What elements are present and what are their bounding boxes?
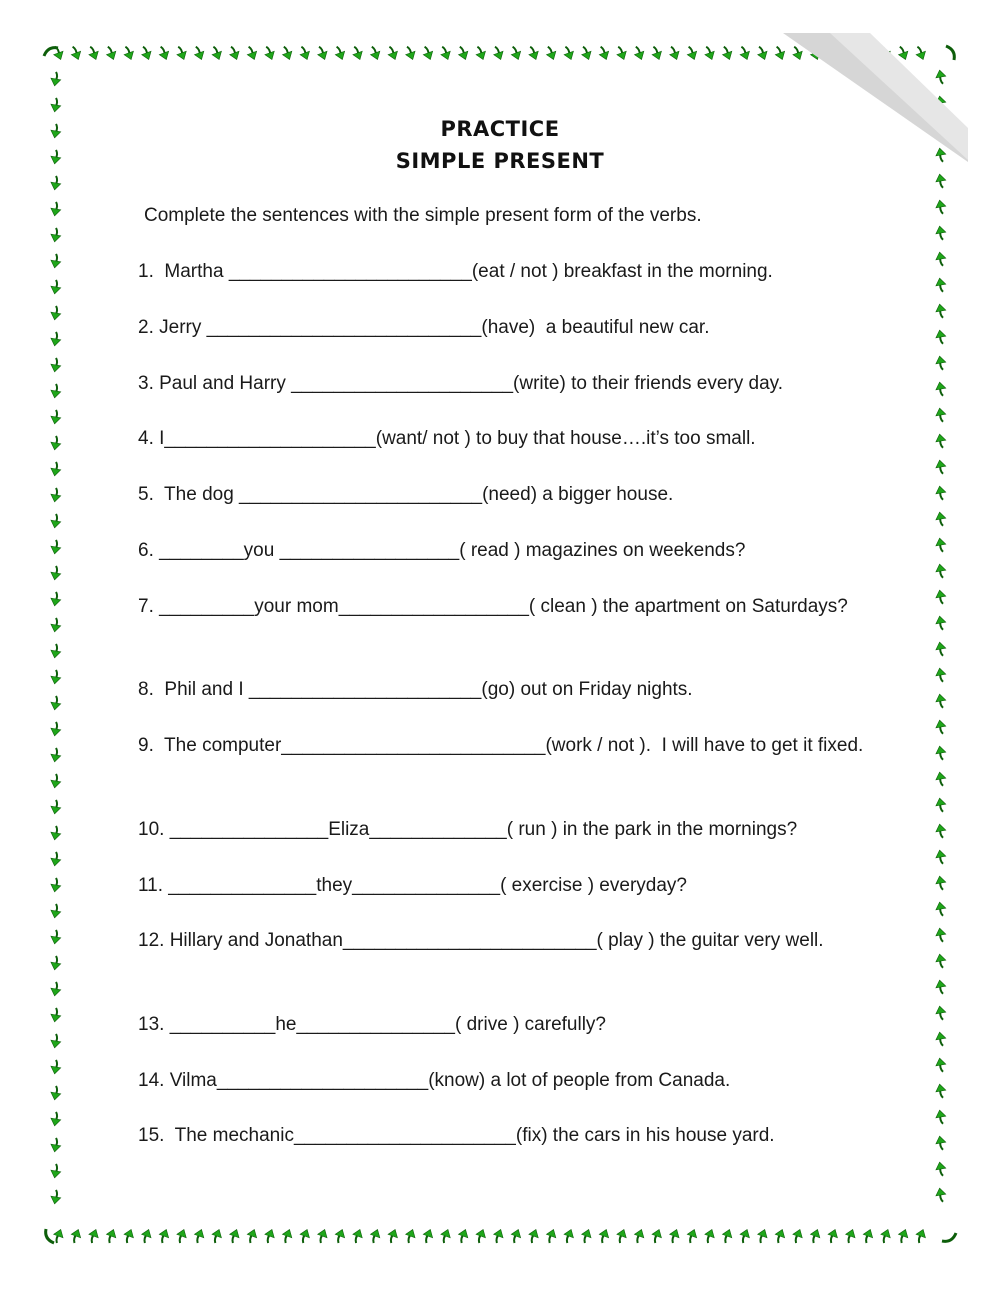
green-arrow-icon xyxy=(738,1228,752,1245)
green-arrow-icon xyxy=(491,1228,505,1245)
question-14: 14. Vilma____________________(know) a lot of people from Canada. xyxy=(138,1070,731,1091)
green-arrow-icon xyxy=(456,45,470,62)
green-arrow-icon xyxy=(632,1228,646,1245)
green-arrow-icon xyxy=(614,1228,628,1245)
green-arrow-icon xyxy=(935,849,947,865)
green-arrow-icon xyxy=(526,45,540,62)
green-arrow-icon xyxy=(50,565,62,581)
green-arrow-icon xyxy=(50,435,62,451)
green-arrow-icon xyxy=(579,1228,593,1245)
green-arrow-icon xyxy=(50,1111,62,1127)
green-arrow-icon xyxy=(157,1228,171,1245)
green-arrow-icon xyxy=(544,45,558,62)
green-arrow-icon xyxy=(50,929,62,945)
question-4: 4. I____________________(want/ not ) to buy that house….it’s too small. xyxy=(138,428,756,449)
green-arrow-icon xyxy=(597,45,611,62)
green-arrow-icon xyxy=(632,45,646,62)
question-15: 15. The mechanic_____________________(fix) the cars in his house yard. xyxy=(138,1125,775,1146)
green-arrow-icon xyxy=(935,485,947,501)
green-arrow-icon xyxy=(935,1135,947,1151)
green-arrow-icon xyxy=(403,45,417,62)
green-arrow-icon xyxy=(50,981,62,997)
green-arrow-icon xyxy=(50,825,62,841)
green-arrow-icon xyxy=(139,1228,153,1245)
green-arrow-icon xyxy=(50,513,62,529)
green-arrow-icon xyxy=(50,357,62,373)
green-arrow-icon xyxy=(935,1005,947,1021)
green-arrow-icon xyxy=(935,797,947,813)
green-arrow-icon xyxy=(935,615,947,631)
green-arrow-icon xyxy=(935,563,947,579)
green-arrow-icon xyxy=(914,1228,928,1245)
green-arrow-icon xyxy=(755,45,769,62)
green-arrow-icon xyxy=(614,45,628,62)
green-arrow-icon xyxy=(935,1187,947,1203)
green-arrow-icon xyxy=(50,279,62,295)
green-arrow-icon xyxy=(738,45,752,62)
green-arrow-icon xyxy=(210,45,224,62)
green-arrow-icon xyxy=(474,45,488,62)
green-arrow-icon xyxy=(50,461,62,477)
question-2: 2. Jerry __________________________(have) a beautiful new car. xyxy=(138,317,710,338)
corner-swirl-icon xyxy=(946,46,954,60)
green-arrow-icon xyxy=(509,45,523,62)
green-arrow-icon xyxy=(368,45,382,62)
green-arrow-icon xyxy=(122,45,136,62)
green-arrow-icon xyxy=(50,253,62,269)
green-arrow-icon xyxy=(50,799,62,815)
green-arrow-icon xyxy=(86,45,100,62)
green-arrow-icon xyxy=(403,1228,417,1245)
green-arrow-icon xyxy=(935,719,947,735)
green-arrow-icon xyxy=(935,1161,947,1177)
green-arrow-icon xyxy=(50,539,62,555)
green-arrow-icon xyxy=(50,1007,62,1023)
page-title-line-1: PRACTICE xyxy=(440,117,560,141)
green-arrow-icon xyxy=(104,45,118,62)
green-arrow-icon xyxy=(69,45,83,62)
green-arrow-icon xyxy=(50,227,62,243)
green-arrow-icon xyxy=(790,45,804,62)
green-arrow-icon xyxy=(685,45,699,62)
green-arrow-icon xyxy=(935,589,947,605)
green-arrow-icon xyxy=(773,1228,787,1245)
green-arrow-icon xyxy=(878,45,892,62)
green-arrow-icon xyxy=(843,1228,857,1245)
green-arrow-icon xyxy=(333,45,347,62)
instructions-text: Complete the sentences with the simple present form of the verbs. xyxy=(144,205,702,226)
green-arrow-icon xyxy=(896,1228,910,1245)
green-arrow-icon xyxy=(826,45,840,62)
green-arrow-icon xyxy=(69,1228,83,1245)
green-arrow-icon xyxy=(122,1228,136,1245)
green-arrow-icon xyxy=(491,45,505,62)
green-arrow-icon xyxy=(579,45,593,62)
green-arrow-icon xyxy=(50,97,62,113)
green-arrow-icon xyxy=(50,71,62,87)
green-arrow-icon xyxy=(350,45,364,62)
green-arrow-icon xyxy=(315,45,329,62)
green-arrow-icon xyxy=(562,1228,576,1245)
green-arrow-icon xyxy=(935,69,947,85)
green-arrow-icon xyxy=(333,1228,347,1245)
green-arrow-icon xyxy=(280,45,294,62)
green-arrow-icon xyxy=(667,45,681,62)
green-arrow-icon xyxy=(50,409,62,425)
green-arrow-icon xyxy=(245,1228,259,1245)
green-arrow-icon xyxy=(104,1228,118,1245)
green-arrow-icon xyxy=(50,1033,62,1049)
green-arrow-icon xyxy=(808,45,822,62)
green-arrow-icon xyxy=(192,1228,206,1245)
green-arrow-icon xyxy=(227,1228,241,1245)
green-arrow-icon xyxy=(50,955,62,971)
corner-swirl-icon xyxy=(44,48,58,56)
green-arrow-icon xyxy=(935,1031,947,1047)
question-10: 10. _______________Eliza_____________( run ) in the park in the mornings? xyxy=(138,819,798,840)
green-arrow-icon xyxy=(350,1228,364,1245)
green-arrow-icon xyxy=(210,1228,224,1245)
green-arrow-icon xyxy=(935,823,947,839)
green-arrow-icon xyxy=(935,199,947,215)
green-arrow-icon xyxy=(526,1228,540,1245)
green-arrow-icon xyxy=(50,877,62,893)
green-arrow-icon xyxy=(861,1228,875,1245)
green-arrow-icon xyxy=(935,641,947,657)
green-arrow-icon xyxy=(438,1228,452,1245)
green-arrow-icon xyxy=(861,45,875,62)
green-arrow-icon xyxy=(935,459,947,475)
green-arrow-icon xyxy=(755,1228,769,1245)
green-arrow-icon xyxy=(935,1057,947,1073)
corner-swirl-icon xyxy=(46,1229,54,1243)
green-arrow-icon xyxy=(50,721,62,737)
green-arrow-icon xyxy=(826,1228,840,1245)
question-7: 7. _________your mom__________________( clean ) the apartment on Saturdays? xyxy=(138,596,848,617)
green-arrow-icon xyxy=(262,1228,276,1245)
page-title-line-2: SIMPLE PRESENT xyxy=(395,149,605,173)
question-11: 11. ______________they______________( exercise ) everyday? xyxy=(138,875,687,896)
green-arrow-icon xyxy=(50,487,62,503)
green-arrow-icon xyxy=(896,45,910,62)
question-12: 12. Hillary and Jonathan________________________( play ) the guitar very well. xyxy=(138,930,824,951)
green-arrow-icon xyxy=(935,875,947,891)
green-arrow-icon xyxy=(720,1228,734,1245)
question-9: 9. The computer_________________________(work / not ). I will have to get it fixed. xyxy=(138,735,864,756)
green-arrow-icon xyxy=(935,693,947,709)
green-arrow-icon xyxy=(51,1228,65,1245)
green-arrow-icon xyxy=(544,1228,558,1245)
green-arrow-icon xyxy=(935,1083,947,1099)
green-arrow-icon xyxy=(935,277,947,293)
green-arrow-icon xyxy=(50,903,62,919)
green-arrow-icon xyxy=(935,667,947,683)
green-arrow-icon xyxy=(685,1228,699,1245)
green-arrow-icon xyxy=(50,383,62,399)
question-13: 13. __________he_______________( drive ) carefully? xyxy=(138,1014,606,1035)
green-arrow-icon xyxy=(935,407,947,423)
green-arrow-icon xyxy=(438,45,452,62)
green-arrow-icon xyxy=(421,1228,435,1245)
green-arrow-icon xyxy=(174,45,188,62)
green-arrow-icon xyxy=(597,1228,611,1245)
green-arrow-icon xyxy=(50,773,62,789)
green-arrow-icon xyxy=(878,1228,892,1245)
green-arrow-icon xyxy=(50,669,62,685)
green-arrow-icon xyxy=(474,1228,488,1245)
green-arrow-icon xyxy=(50,695,62,711)
green-arrow-icon xyxy=(935,225,947,241)
green-arrow-icon xyxy=(935,251,947,267)
green-arrow-icon xyxy=(50,1137,62,1153)
green-arrow-icon xyxy=(86,1228,100,1245)
green-arrow-icon xyxy=(935,381,947,397)
green-arrow-icon xyxy=(843,45,857,62)
green-arrow-icon xyxy=(280,1228,294,1245)
green-arrow-icon xyxy=(386,1228,400,1245)
green-arrow-icon xyxy=(245,45,259,62)
question-6: 6. ________you _________________( read ) magazines on weekends? xyxy=(138,540,746,561)
green-arrow-icon xyxy=(667,1228,681,1245)
green-arrow-icon xyxy=(50,643,62,659)
green-arrow-icon xyxy=(720,45,734,62)
green-arrow-icon xyxy=(262,45,276,62)
question-8: 8. Phil and I ______________________(go) out on Friday nights. xyxy=(138,679,693,700)
green-arrow-icon xyxy=(456,1228,470,1245)
green-arrow-icon xyxy=(192,45,206,62)
corner-swirl-icon xyxy=(942,1233,956,1241)
green-arrow-icon xyxy=(50,1085,62,1101)
green-arrow-icon xyxy=(935,303,947,319)
green-arrow-icon xyxy=(386,45,400,62)
green-arrow-icon xyxy=(50,617,62,633)
green-arrow-icon xyxy=(51,45,65,62)
green-arrow-icon xyxy=(227,45,241,62)
green-arrow-icon xyxy=(50,1059,62,1075)
green-arrow-icon xyxy=(935,771,947,787)
green-arrow-icon xyxy=(935,901,947,917)
green-arrow-icon xyxy=(50,331,62,347)
question-1: 1. Martha _______________________(eat / not ) breakfast in the morning. xyxy=(138,261,773,282)
green-arrow-icon xyxy=(935,927,947,943)
green-arrow-icon xyxy=(935,355,947,371)
green-arrow-icon xyxy=(702,45,716,62)
green-arrow-icon xyxy=(562,45,576,62)
green-arrow-icon xyxy=(914,45,928,62)
green-arrow-icon xyxy=(315,1228,329,1245)
green-arrow-icon xyxy=(773,45,787,62)
green-arrow-icon xyxy=(174,1228,188,1245)
green-arrow-icon xyxy=(368,1228,382,1245)
green-arrow-icon xyxy=(50,1163,62,1179)
question-5: 5. The dog _______________________(need) a bigger house. xyxy=(138,484,674,505)
green-arrow-icon xyxy=(509,1228,523,1245)
green-arrow-icon xyxy=(702,1228,716,1245)
green-arrow-icon xyxy=(421,45,435,62)
green-arrow-icon xyxy=(790,1228,804,1245)
green-arrow-icon xyxy=(935,511,947,527)
green-arrow-icon xyxy=(298,1228,312,1245)
green-arrow-icon xyxy=(50,591,62,607)
green-arrow-icon xyxy=(650,1228,664,1245)
green-arrow-icon xyxy=(139,45,153,62)
green-arrow-icon xyxy=(808,1228,822,1245)
green-arrow-icon xyxy=(935,979,947,995)
green-arrow-icon xyxy=(50,1189,62,1205)
green-arrow-icon xyxy=(50,747,62,763)
green-arrow-icon xyxy=(935,745,947,761)
green-arrow-icon xyxy=(157,45,171,62)
green-arrow-icon xyxy=(935,329,947,345)
green-arrow-icon xyxy=(935,433,947,449)
green-arrow-icon xyxy=(50,175,62,191)
green-arrow-icon xyxy=(50,305,62,321)
green-arrow-icon xyxy=(935,1109,947,1125)
question-3: 3. Paul and Harry _____________________(write) to their friends every day. xyxy=(138,373,783,394)
green-arrow-icon xyxy=(935,95,947,111)
green-arrow-icon xyxy=(650,45,664,62)
green-arrow-icon xyxy=(298,45,312,62)
green-arrow-icon xyxy=(935,173,947,189)
green-arrow-icon xyxy=(50,201,62,217)
green-arrow-icon xyxy=(50,851,62,867)
green-arrow-icon xyxy=(935,537,947,553)
green-arrow-icon xyxy=(935,953,947,969)
